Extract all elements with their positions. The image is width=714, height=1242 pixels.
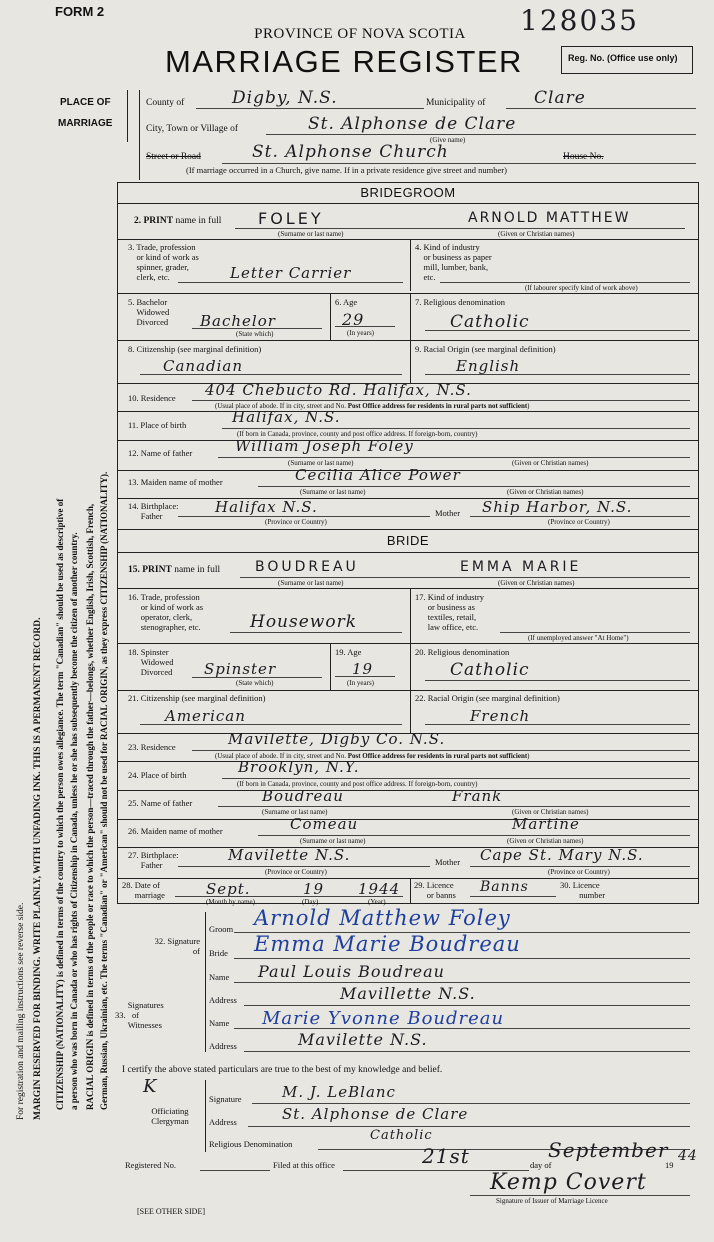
bride-trade: Housework — [250, 612, 358, 632]
f2-label: 2. PRINT name in full — [134, 216, 222, 226]
groom-mother: Cecilia Alice Power — [295, 466, 461, 484]
issuer-signature: Kemp Covert — [490, 1170, 647, 1195]
margin-racial-def-2: German, Russian, Ukrainian, etc. The terms "Canadian" or "American" should not be used for RACIAL ORIGIN, as they express CITIZENSHIP (NATIONALITY). — [99, 471, 109, 1110]
f21-label: 21. Citizenship (see marginal definition) — [128, 693, 266, 703]
groom-status: Bachelor — [200, 312, 276, 330]
bride-status: Spinster — [204, 660, 277, 678]
place-note: (If marriage occurred in a Church, give name. If in a private residence give street and number) — [186, 165, 507, 175]
surname-caption-3: (Surname or last name) — [300, 488, 366, 496]
f4-label: 4. Kind of industry or business as paper mill, lumber, bank, etc. — [415, 242, 492, 282]
groom-origin: English — [456, 357, 521, 375]
f25-label: 25. Name of father — [128, 798, 193, 808]
form-number: FORM 2 — [55, 4, 105, 19]
f3-label: 3. Trade, profession or kind of work as spinner, grader, clerk, etc. — [128, 242, 199, 282]
clergy-address: St. Alphonse de Clare — [282, 1105, 469, 1123]
street-label: Street or Road — [146, 152, 201, 162]
denomination-label: Religious Denomination — [209, 1139, 293, 1149]
birthplace-note: (If born in Canada, province, county and post office address. If foreign-born, country) — [237, 430, 478, 438]
bride-origin: French — [470, 707, 531, 725]
groom-father: William Joseph Foley — [235, 437, 414, 455]
f15-label: 15. PRINT name in full — [128, 565, 221, 575]
county-label: County of — [146, 98, 185, 108]
filed-day: 21st — [422, 1144, 470, 1168]
bride-mother-surname: Comeau — [290, 815, 359, 833]
f5-label: 5. Bachelor Widowed Divorced — [128, 297, 170, 327]
bride-in-years: (In years) — [347, 679, 375, 687]
bride-sig-label: Bride — [209, 948, 228, 958]
bride-father-surname: Boudreau — [262, 787, 344, 805]
bride-signature: Emma Marie Boudreau — [254, 932, 521, 956]
f11-label: 11. Place of birth — [128, 420, 187, 430]
w1-address: Mavillette N.S. — [340, 984, 476, 1003]
given-caption-3: (Given or Christian names) — [507, 488, 584, 496]
bride-surname-caption: (Surname or last name) — [278, 579, 344, 587]
certification-statement: I certify the above stated particulars are true to the best of my knowledge and belief. — [122, 1065, 443, 1075]
w1-address-label: Address — [209, 995, 237, 1005]
groom-father-birth: Halifax N.S. — [215, 498, 318, 516]
licence-value: Banns — [480, 879, 529, 895]
year-caption: (Year) — [368, 898, 386, 906]
f20-label: 20. Religious denomination — [415, 647, 510, 657]
groom-signature: Arnold Matthew Foley — [254, 906, 511, 930]
place-of-label: PLACE OF — [60, 97, 111, 108]
f17-note: (If unemployed answer "At Home") — [528, 634, 629, 642]
prov-caption: (Province or Country) — [265, 518, 327, 526]
f33-label: Signatures 33. of Witnesses — [115, 1000, 164, 1030]
f23-label: 23. Residence — [128, 742, 176, 752]
f8-label: 8. Citizenship (see marginal definition) — [128, 344, 262, 354]
street-value: St. Alphonse Church — [252, 142, 449, 162]
day-of-label: day of — [530, 1160, 552, 1170]
margin-mark: K — [143, 1076, 158, 1097]
bride-age: 19 — [352, 660, 374, 678]
marriage-label: MARRIAGE — [58, 118, 113, 129]
reg-no-box: Reg. No. (Office use only) — [561, 46, 693, 74]
f12-label: 12. Name of father — [128, 448, 193, 458]
city-value: St. Alphonse de Clare — [308, 114, 517, 134]
bride-residence-note: (Usual place of abode. If in city, street and No. Post Office address for residents in rural parts not sufficient) — [215, 752, 530, 760]
marriage-year: 1944 — [358, 880, 401, 898]
w2-name: Marie Yvonne Boudreau — [262, 1008, 505, 1029]
issuer-caption: Signature of Issuer of Marriage Licence — [496, 1197, 608, 1205]
filed-year: 44 — [678, 1148, 698, 1164]
w2-name-label: Name — [209, 1018, 230, 1028]
filed-label: Filed at this office — [273, 1160, 335, 1170]
bridegroom-heading: BRIDEGROOM — [360, 185, 456, 200]
margin-citizenship-def: CITIZENSHIP (NATIONALITY) is defined in terms of the country to which the person owes allegiance. The term "Canadian" should be used as descriptive of — [55, 498, 65, 1110]
f27-label: 27. Birthplace: Father — [128, 850, 179, 870]
state-which-caption: (State which) — [236, 330, 274, 338]
bride-mother-caption: (Surname or last name) — [300, 837, 366, 845]
give-name-caption: (Give name) — [430, 136, 466, 144]
f9-label: 9. Racial Origin (see marginal definition) — [415, 344, 556, 354]
year-prefix: 19 — [665, 1160, 674, 1170]
margin-note: For registration and mailing instructions see reverse side. — [16, 902, 26, 1120]
prov-caption-2: (Province or Country) — [548, 518, 610, 526]
marriage-month: Sept. — [206, 880, 251, 898]
bride-father-birth: Mavilette N.S. — [228, 846, 351, 864]
bride-father-given-caption: (Given or Christian names) — [512, 808, 589, 816]
page-title: MARRIAGE REGISTER — [165, 44, 523, 79]
groom-religion: Catholic — [450, 312, 530, 332]
groom-mother-birth: Ship Harbor, N.S. — [482, 498, 633, 516]
surname-caption: (Surname or last name) — [278, 230, 344, 238]
margin-binding-note: MARGIN RESERVED FOR BINDING. WRITE PLAINLY, WITH UNFADING INK. THIS IS A PERMANENT RECORD. — [33, 617, 43, 1120]
surname-caption-2: (Surname or last name) — [288, 459, 354, 467]
given-caption: (Given or Christian names) — [498, 230, 575, 238]
groom-trade: Letter Carrier — [230, 264, 352, 282]
f14-label: 14. Birthplace: Father — [128, 501, 179, 521]
house-label: House No. — [563, 152, 604, 162]
bride-citizenship: American — [165, 707, 246, 725]
f26-label: 26. Maiden name of mother — [128, 826, 223, 836]
bride-mother-label: Mother — [435, 857, 461, 867]
bride-birthplace-note: (If born in Canada, province, county and post office address. If foreign-born, country) — [237, 780, 478, 788]
bride-mother-given: Martine — [512, 815, 580, 833]
f24-label: 24. Place of birth — [128, 770, 187, 780]
w2-address: Mavilette N.S. — [298, 1030, 428, 1049]
bride-given: EMMA MARIE — [460, 559, 582, 575]
f10-label: 10. Residence — [128, 393, 176, 403]
w2-address-label: Address — [209, 1041, 237, 1051]
w1-name: Paul Louis Boudreau — [258, 962, 445, 981]
f19-label: 19. Age — [335, 647, 362, 657]
province-heading: PROVINCE OF NOVA SCOTIA — [254, 26, 466, 42]
filed-month: September — [548, 1138, 669, 1162]
f13-label: 13. Maiden name of mother — [128, 477, 223, 487]
officiating-label: Officiating Clergyman — [151, 1106, 189, 1126]
f18-label: 18. Spinster Widowed Divorced — [128, 647, 174, 677]
groom-mother-label: Mother — [435, 508, 461, 518]
bride-surname: BOUDREAU — [255, 559, 359, 575]
margin-racial-def: RACIAL ORIGIN is defined in terms of the people or race to which the person—traced through the father—belongs, whether English, Irish, Scottish, French, — [85, 503, 95, 1110]
margin-citizenship-def-2: a person who was born in Canada or who has rights of Citizenship in Canada, unless he or she has subsequently become the citizen of another country. — [69, 532, 79, 1110]
f29-label: 29. Licence or banns — [414, 880, 456, 900]
f7-label: 7. Religious denomination — [415, 297, 505, 307]
bride-heading: BRIDE — [386, 533, 430, 548]
bride-state-which: (State which) — [236, 679, 274, 687]
bride-father-caption: (Surname or last name) — [262, 808, 328, 816]
day-caption: (Day) — [302, 898, 319, 906]
clergy-signature-label: Signature — [209, 1094, 242, 1104]
groom-surname: FOLEY — [258, 209, 324, 228]
groom-residence: 404 Chebucto Rd. Halifax, N.S. — [205, 381, 472, 399]
in-years-caption: (In years) — [347, 329, 375, 337]
groom-given: ARNOLD MATTHEW — [468, 210, 631, 226]
bride-residence: Mavilette, Digby Co. N.S. — [228, 730, 446, 748]
register-number: 128035 — [520, 4, 639, 37]
bride-prov-caption: (Province or Country) — [265, 868, 327, 876]
f16-label: 16. Trade, profession or kind of work as operator, clerk, stenographer, etc. — [128, 592, 204, 632]
denomination-value: Catholic — [370, 1128, 433, 1143]
f22-label: 22. Racial Origin (see marginal definition) — [415, 693, 560, 703]
f4-note: (If labourer specify kind of work above) — [525, 284, 638, 292]
bride-mother-birth: Cape St. Mary N.S. — [480, 846, 644, 864]
clergy-signature: M. J. LeBlanc — [282, 1083, 396, 1101]
residence-note: (Usual place of abode. If in city, street and No. Post Office address for residents in rural parts not sufficient) — [215, 402, 530, 410]
bride-given-caption: (Given or Christian names) — [498, 579, 575, 587]
f30-label: 30. Licence number — [560, 880, 606, 900]
given-caption-2: (Given or Christian names) — [512, 459, 589, 467]
city-label: City, Town or Village of — [146, 124, 238, 134]
w1-name-label: Name — [209, 972, 230, 982]
bride-birthplace: Brooklyn, N.Y. — [238, 758, 360, 776]
f28-label: 28. Date of marriage — [122, 880, 165, 900]
bride-mother-given-caption: (Given or Christian names) — [507, 837, 584, 845]
groom-birthplace: Halifax, N.S. — [232, 408, 341, 426]
see-other-side: [SEE OTHER SIDE] — [137, 1207, 205, 1216]
bride-religion: Catholic — [450, 660, 530, 680]
marriage-day: 19 — [303, 880, 325, 898]
month-caption: (Month by name) — [206, 898, 255, 906]
groom-sig-label: Groom — [209, 924, 234, 934]
bride-prov-caption-2: (Province or Country) — [548, 868, 610, 876]
clergy-address-label: Address — [209, 1117, 237, 1127]
municipality-label: Municipality of — [426, 98, 486, 108]
registered-label: Registered No. — [125, 1160, 176, 1170]
municipality-value: Clare — [534, 88, 586, 108]
f6-label: 6. Age — [335, 297, 358, 307]
groom-age: 29 — [342, 310, 365, 329]
f17-label: 17. Kind of industry or business as textiles, retail, law office, etc. — [415, 592, 484, 632]
f32-label: 32. Signature of — [154, 936, 200, 956]
county-value: Digby, N.S. — [232, 88, 338, 108]
groom-citizenship: Canadian — [163, 357, 244, 375]
bride-father-given: Frank — [452, 787, 503, 805]
